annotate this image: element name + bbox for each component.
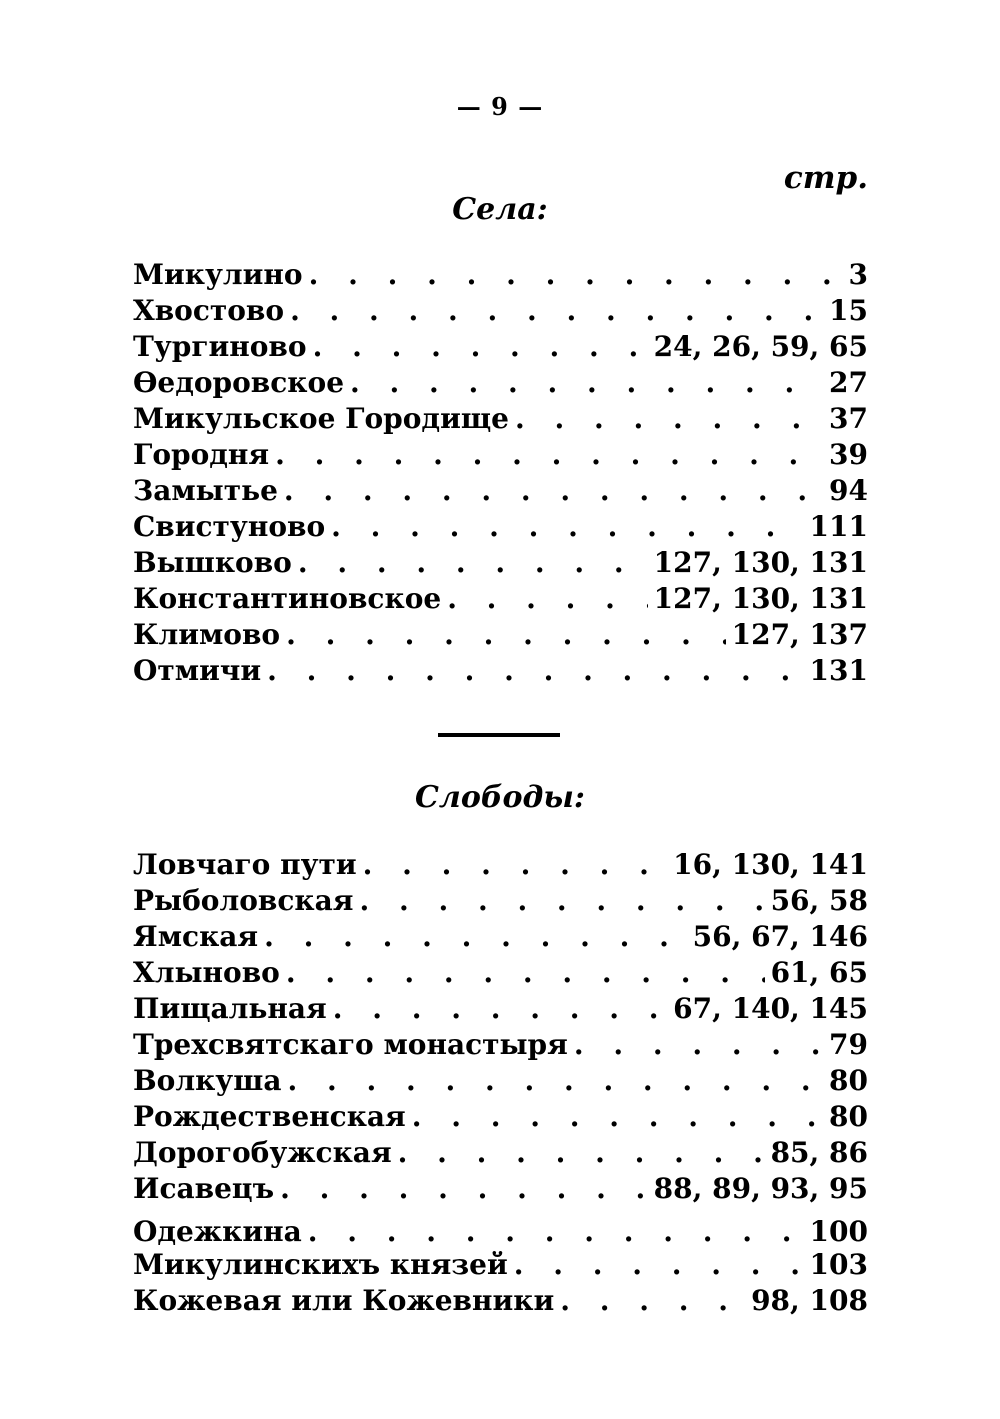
- entry-pages: 3: [848, 258, 868, 291]
- dot-leader: [333, 992, 667, 1025]
- entry-pages: 127, 130, 131: [653, 546, 868, 579]
- entry-name: Ловчаго пути: [133, 848, 357, 881]
- dot-leader: [290, 294, 823, 327]
- section-title-sela: Села:: [452, 192, 548, 227]
- entry-pages: 103: [809, 1248, 868, 1281]
- entry-name: Хвостово: [133, 294, 285, 327]
- toc-entry: [133, 582, 868, 618]
- toc-entry: [133, 1172, 868, 1208]
- entry-name: Исавецъ: [133, 1172, 275, 1205]
- entry-pages: 37: [829, 402, 868, 435]
- dot-leader: [309, 258, 843, 291]
- dot-leader: [574, 1028, 823, 1061]
- toc-entry: [133, 1100, 868, 1136]
- entry-name: Микулино: [133, 258, 303, 291]
- entry-name: Вышково: [133, 546, 292, 579]
- dot-leader: [286, 618, 726, 651]
- toc-entry: [133, 402, 868, 438]
- toc-entry: [133, 474, 868, 510]
- dot-leader: [284, 474, 823, 507]
- entry-pages: 67, 140, 145: [673, 992, 868, 1025]
- entry-pages: 85, 86: [770, 1136, 868, 1169]
- entry-name: Рождественская: [133, 1100, 406, 1133]
- entry-pages: 131: [809, 654, 868, 687]
- toc-entry: [133, 294, 868, 330]
- entry-name: Трехсвятскаго монастыря: [133, 1028, 568, 1061]
- entry-pages: 56, 67, 146: [692, 920, 868, 953]
- dot-leader: [560, 1284, 745, 1317]
- dot-leader: [280, 1172, 648, 1205]
- entry-pages: 61, 65: [770, 956, 868, 989]
- entry-name: Константиновское: [133, 582, 442, 615]
- toc-list-slobody: [133, 848, 868, 1320]
- dot-leader: [275, 438, 823, 471]
- entry-name: Микульское Городище: [133, 402, 509, 435]
- toc-entry: [133, 1064, 868, 1100]
- entry-pages: 80: [829, 1064, 868, 1097]
- toc-entry: [133, 848, 868, 884]
- entry-pages: 15: [829, 294, 868, 327]
- entry-name: Одежкина: [133, 1215, 302, 1248]
- entry-name: Пищальная: [133, 992, 327, 1025]
- entry-pages: 27: [829, 366, 868, 399]
- entry-name: Климово: [133, 618, 281, 651]
- dot-leader: [363, 848, 667, 881]
- toc-entry: [133, 258, 868, 294]
- dot-leader: [267, 654, 803, 687]
- toc-entry: [133, 1208, 868, 1248]
- dot-leader: [398, 1136, 765, 1169]
- toc-entry: [133, 510, 868, 546]
- entry-name: Свистуново: [133, 510, 326, 543]
- entry-pages: 80: [829, 1100, 868, 1133]
- entry-pages: 100: [809, 1215, 868, 1248]
- entry-name: Отмичи: [133, 654, 262, 687]
- entry-pages: 98, 108: [751, 1284, 868, 1317]
- toc-list-sela: [133, 258, 868, 690]
- entry-pages: 56, 58: [770, 884, 868, 917]
- toc-entry: [133, 654, 868, 690]
- toc-entry: [133, 546, 868, 582]
- toc-entry: [133, 992, 868, 1028]
- entry-pages: 88, 89, 93, 95: [653, 1172, 868, 1205]
- page-column-header: стр.: [783, 160, 868, 196]
- entry-pages: 94: [829, 474, 868, 507]
- dot-leader: [350, 366, 823, 399]
- toc-entry: [133, 618, 868, 654]
- entry-pages: 24, 26, 59, 65: [653, 330, 868, 363]
- entry-name: Городня: [133, 438, 270, 471]
- section-title-slobody: Слободы:: [415, 780, 585, 815]
- entry-name: Тургиново: [133, 330, 307, 363]
- entry-pages: 111: [809, 510, 868, 543]
- dot-leader: [447, 582, 647, 615]
- dot-leader: [287, 1064, 823, 1097]
- entry-name: Волкуша: [133, 1064, 282, 1097]
- dot-leader: [515, 402, 823, 435]
- entry-pages: 16, 130, 141: [673, 848, 868, 881]
- toc-entry: [133, 1284, 868, 1320]
- entry-pages: 127, 137: [731, 618, 868, 651]
- entry-pages: 127, 130, 131: [653, 582, 868, 615]
- entry-name: Өедоровское: [133, 366, 345, 399]
- section-divider: [438, 733, 560, 737]
- dot-leader: [331, 510, 803, 543]
- entry-name: Микулинскихъ князей: [133, 1248, 508, 1281]
- page-number: — 9 —: [456, 92, 544, 121]
- entry-name: Хлыново: [133, 956, 280, 989]
- entry-name: Кожевая или Кожевники: [133, 1284, 555, 1317]
- toc-entry: [133, 1248, 868, 1284]
- dot-leader: [286, 956, 765, 989]
- toc-entry: [133, 884, 868, 920]
- toc-entry: [133, 1136, 868, 1172]
- dot-leader: [359, 884, 764, 917]
- toc-entry: [133, 920, 868, 956]
- entry-name: Замытье: [133, 474, 278, 507]
- entry-pages: 39: [829, 438, 868, 471]
- dot-leader: [514, 1248, 804, 1281]
- dot-leader: [298, 546, 648, 579]
- entry-name: Дорогобужская: [133, 1136, 392, 1169]
- toc-entry: [133, 438, 868, 474]
- dot-leader: [313, 330, 648, 363]
- toc-entry: [133, 956, 868, 992]
- entry-name: Ямская: [133, 920, 259, 953]
- entry-pages: 79: [829, 1028, 868, 1061]
- dot-leader: [412, 1100, 823, 1133]
- toc-entry: [133, 1028, 868, 1064]
- toc-entry: [133, 330, 868, 366]
- toc-entry: [133, 366, 868, 402]
- dot-leader: [308, 1215, 804, 1248]
- entry-name: Рыболовская: [133, 884, 354, 917]
- dot-leader: [264, 920, 687, 953]
